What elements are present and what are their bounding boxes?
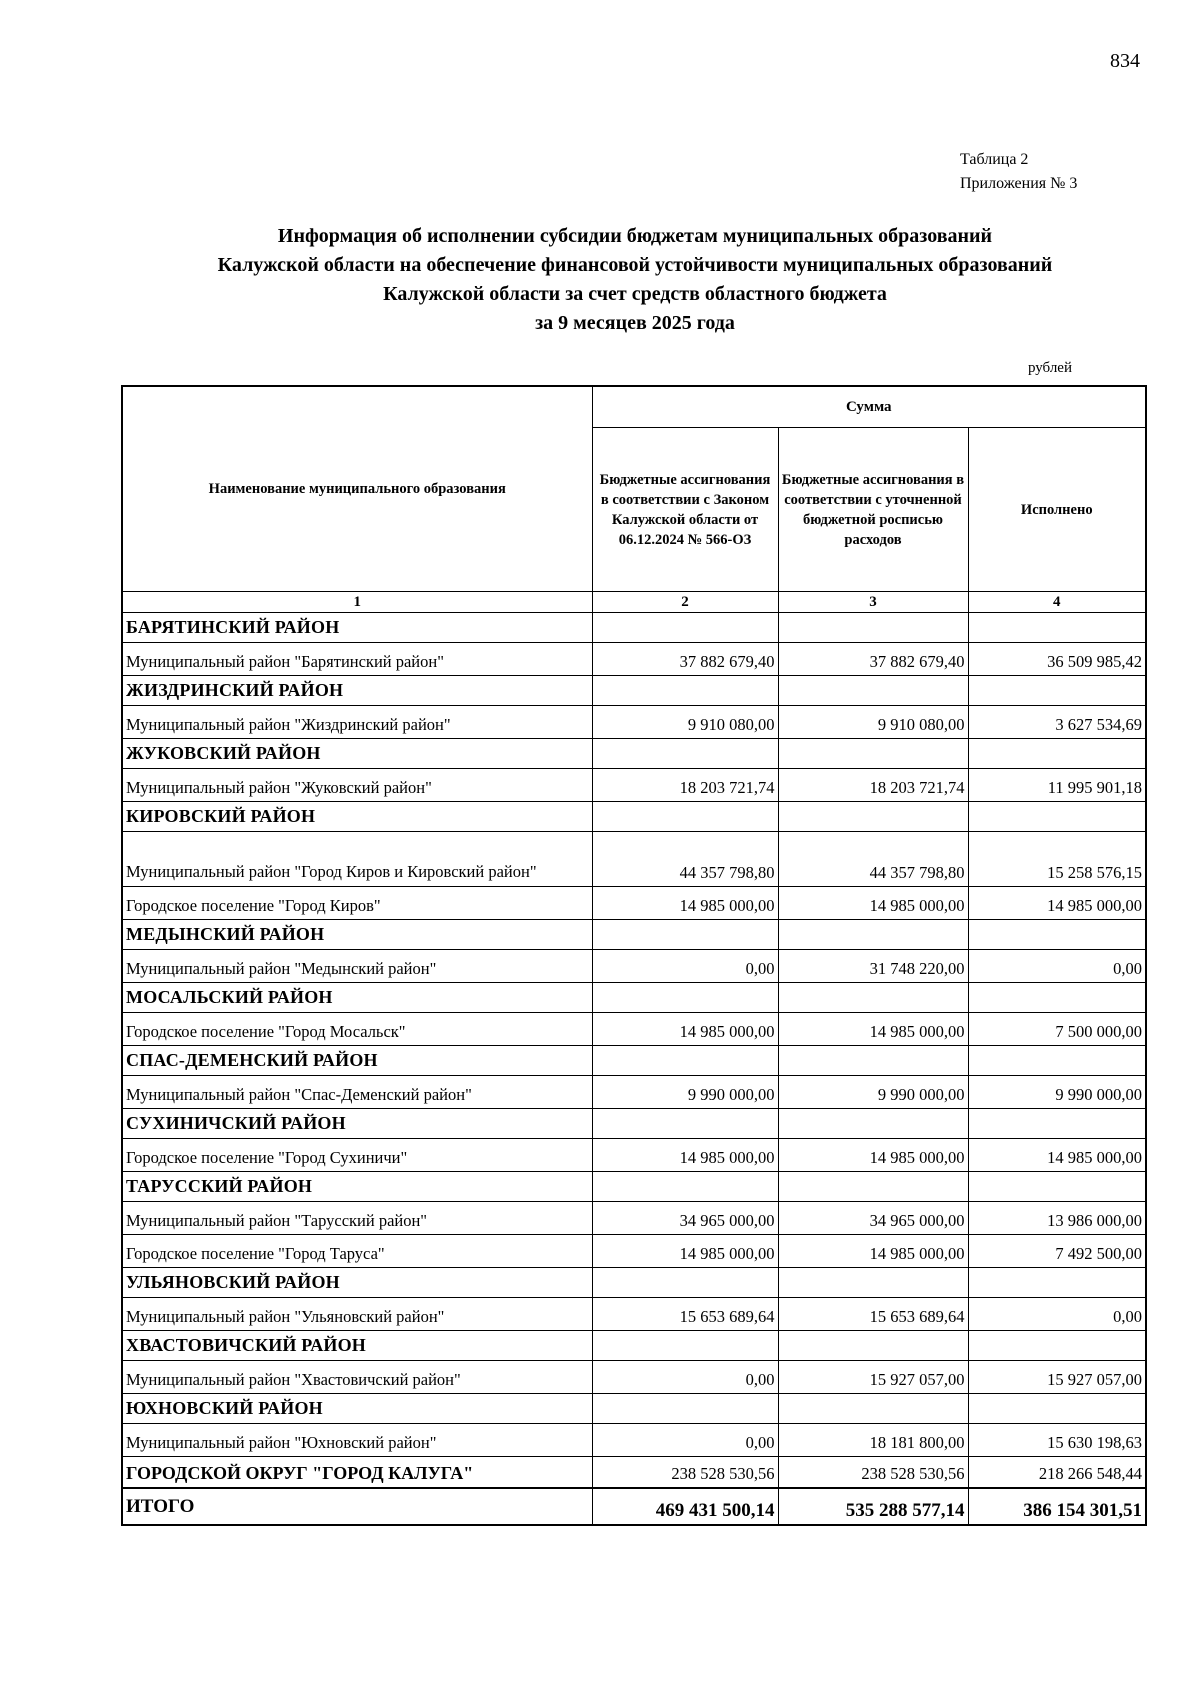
entity-name: Муниципальный район "Город Киров и Кировский район" — [122, 832, 592, 887]
value-col4: 7 500 000,00 — [968, 1013, 1146, 1046]
value-col2: 0,00 — [592, 1424, 778, 1457]
header-col2: Бюджетные ассигнования в соответствии с Законом Калужской области от 06.12.2024 № 566-ОЗ — [592, 428, 778, 592]
value-col2: 0,00 — [592, 950, 778, 983]
value-col2: 9 990 000,00 — [592, 1076, 778, 1109]
value-col2: 37 882 679,40 — [592, 643, 778, 676]
district-name: БАРЯТИНСКИЙ РАЙОН — [122, 613, 592, 643]
entity-name: Муниципальный район "Юхновский район" — [122, 1424, 592, 1457]
table-reference — [960, 148, 1077, 196]
table-row — [122, 950, 1146, 983]
document-title — [120, 222, 1150, 338]
district-name: ХВАСТОВИЧСКИЙ РАЙОН — [122, 1331, 592, 1361]
table-row — [122, 887, 1146, 920]
value-col3: 34 965 000,00 — [778, 1202, 968, 1235]
value-col2: 15 653 689,64 — [592, 1298, 778, 1331]
value-col3: 9 990 000,00 — [778, 1076, 968, 1109]
district-name: ЖИЗДРИНСКИЙ РАЙОН — [122, 676, 592, 706]
header-col3: Бюджетные ассигнования в соответствии с уточненной бюджетной росписью расходов — [778, 428, 968, 592]
entity-name: Муниципальный район "Медынский район" — [122, 950, 592, 983]
value-col3: 238 528 530,56 — [778, 1457, 968, 1489]
entity-name: Муниципальный район "Спас-Деменский район" — [122, 1076, 592, 1109]
table-row — [122, 1361, 1146, 1394]
value-col4: 15 927 057,00 — [968, 1361, 1146, 1394]
title-line: Информация об исполнении субсидии бюджетам муниципальных образований — [277, 225, 993, 247]
table-row — [122, 1298, 1146, 1331]
table-row — [122, 643, 1146, 676]
value-col3: 18 203 721,74 — [778, 769, 968, 802]
total-label: ИТОГО — [122, 1488, 592, 1525]
table-row — [122, 706, 1146, 739]
entity-name: Муниципальный район "Барятинский район" — [122, 643, 592, 676]
entity-name: Городское поселение "Город Мосальск" — [122, 1013, 592, 1046]
entity-name: Муниципальный район "Тарусский район" — [122, 1202, 592, 1235]
column-number: 2 — [592, 592, 778, 613]
district-name: МОСАЛЬСКИЙ РАЙОН — [122, 983, 592, 1013]
column-number: 3 — [778, 592, 968, 613]
header-sum: Сумма — [592, 386, 1146, 428]
entity-name: Муниципальный район "Жуковский район" — [122, 769, 592, 802]
total-col2: 469 431 500,14 — [592, 1488, 778, 1525]
title-line: Калужской области на обеспечение финансовой устойчивости муниципальных образований — [217, 254, 1053, 276]
title-line: Калужской области за счет средств областного бюджета — [383, 283, 887, 305]
table-row-district — [122, 1046, 1146, 1076]
value-col3: 37 882 679,40 — [778, 643, 968, 676]
district-name: МЕДЫНСКИЙ РАЙОН — [122, 920, 592, 950]
entity-name: Городское поселение "Город Таруса" — [122, 1235, 592, 1268]
table-row-district — [122, 920, 1146, 950]
table-row-district — [122, 983, 1146, 1013]
value-col2: 44 357 798,80 — [592, 832, 778, 887]
value-col4: 13 986 000,00 — [968, 1202, 1146, 1235]
table-row-city-district — [122, 1457, 1146, 1489]
value-col4: 0,00 — [968, 950, 1146, 983]
table-row-district — [122, 1172, 1146, 1202]
entity-name: Муниципальный район "Хвастовичский район" — [122, 1361, 592, 1394]
table-row — [122, 1235, 1146, 1268]
district-name: СПАС-ДЕМЕНСКИЙ РАЙОН — [122, 1046, 592, 1076]
value-col4: 15 630 198,63 — [968, 1424, 1146, 1457]
value-col3: 15 927 057,00 — [778, 1361, 968, 1394]
value-col2: 14 985 000,00 — [592, 887, 778, 920]
value-col4: 9 990 000,00 — [968, 1076, 1146, 1109]
value-col4: 0,00 — [968, 1298, 1146, 1331]
value-col4: 11 995 901,18 — [968, 769, 1146, 802]
district-name: ЮХНОВСКИЙ РАЙОН — [122, 1394, 592, 1424]
value-col2: 0,00 — [592, 1361, 778, 1394]
table-row-district — [122, 613, 1146, 643]
table-row — [122, 832, 1146, 887]
value-col4: 7 492 500,00 — [968, 1235, 1146, 1268]
table-row — [122, 1076, 1146, 1109]
total-col4: 386 154 301,51 — [968, 1488, 1146, 1525]
table-row — [122, 1424, 1146, 1457]
header-col4: Исполнено — [968, 428, 1146, 592]
value-col2: 14 985 000,00 — [592, 1235, 778, 1268]
district-name: УЛЬЯНОВСКИЙ РАЙОН — [122, 1268, 592, 1298]
table-row — [122, 1202, 1146, 1235]
district-name: ЖУКОВСКИЙ РАЙОН — [122, 739, 592, 769]
entity-name: Городское поселение "Город Сухиничи" — [122, 1139, 592, 1172]
table-row-district — [122, 1268, 1146, 1298]
table-row — [122, 1139, 1146, 1172]
district-name: ТАРУССКИЙ РАЙОН — [122, 1172, 592, 1202]
table-row-district — [122, 676, 1146, 706]
entity-name: Городское поселение "Город Киров" — [122, 887, 592, 920]
entity-name: Муниципальный район "Жиздринский район" — [122, 706, 592, 739]
table-ref-line: Приложения № 3 — [960, 175, 1078, 192]
units-label: рублей — [1027, 360, 1072, 376]
column-number: 1 — [122, 592, 592, 613]
value-col3: 9 910 080,00 — [778, 706, 968, 739]
title-line: за 9 месяцев 2025 года — [535, 312, 735, 334]
table-row-district — [122, 739, 1146, 769]
district-name: КИРОВСКИЙ РАЙОН — [122, 802, 592, 832]
value-col4: 14 985 000,00 — [968, 1139, 1146, 1172]
table-row — [122, 769, 1146, 802]
value-col4: 3 627 534,69 — [968, 706, 1146, 739]
table-row-district — [122, 802, 1146, 832]
value-col2: 34 965 000,00 — [592, 1202, 778, 1235]
value-col4: 14 985 000,00 — [968, 887, 1146, 920]
table-row — [122, 1013, 1146, 1046]
value-col3: 15 653 689,64 — [778, 1298, 968, 1331]
district-name: СУХИНИЧСКИЙ РАЙОН — [122, 1109, 592, 1139]
value-col3: 14 985 000,00 — [778, 1235, 968, 1268]
value-col2: 14 985 000,00 — [592, 1013, 778, 1046]
table-ref-line: Таблица 2 — [960, 151, 1029, 168]
value-col3: 14 985 000,00 — [778, 887, 968, 920]
value-col3: 31 748 220,00 — [778, 950, 968, 983]
city-district-name: ГОРОДСКОЙ ОКРУГ "ГОРОД КАЛУГА" — [122, 1457, 592, 1489]
value-col2: 14 985 000,00 — [592, 1139, 778, 1172]
value-col2: 238 528 530,56 — [592, 1457, 778, 1489]
table-row-district — [122, 1394, 1146, 1424]
table-row-total — [122, 1488, 1146, 1525]
column-number: 4 — [968, 592, 1146, 613]
value-col2: 18 203 721,74 — [592, 769, 778, 802]
table-row-district — [122, 1109, 1146, 1139]
value-col3: 44 357 798,80 — [778, 832, 968, 887]
column-numbers-row — [122, 592, 1146, 613]
value-col3: 14 985 000,00 — [778, 1013, 968, 1046]
table-row-district — [122, 1331, 1146, 1361]
value-col3: 18 181 800,00 — [778, 1424, 968, 1457]
value-col2: 9 910 080,00 — [592, 706, 778, 739]
total-col3: 535 288 577,14 — [778, 1488, 968, 1525]
value-col4: 36 509 985,42 — [968, 643, 1146, 676]
entity-name: Муниципальный район "Ульяновский район" — [122, 1298, 592, 1331]
value-col3: 14 985 000,00 — [778, 1139, 968, 1172]
budget-table — [121, 385, 1147, 1526]
header-name-column: Наименование муниципального образования — [122, 386, 592, 592]
page-number: 834 — [1110, 50, 1140, 72]
value-col4: 218 266 548,44 — [968, 1457, 1146, 1489]
value-col4: 15 258 576,15 — [968, 832, 1146, 887]
